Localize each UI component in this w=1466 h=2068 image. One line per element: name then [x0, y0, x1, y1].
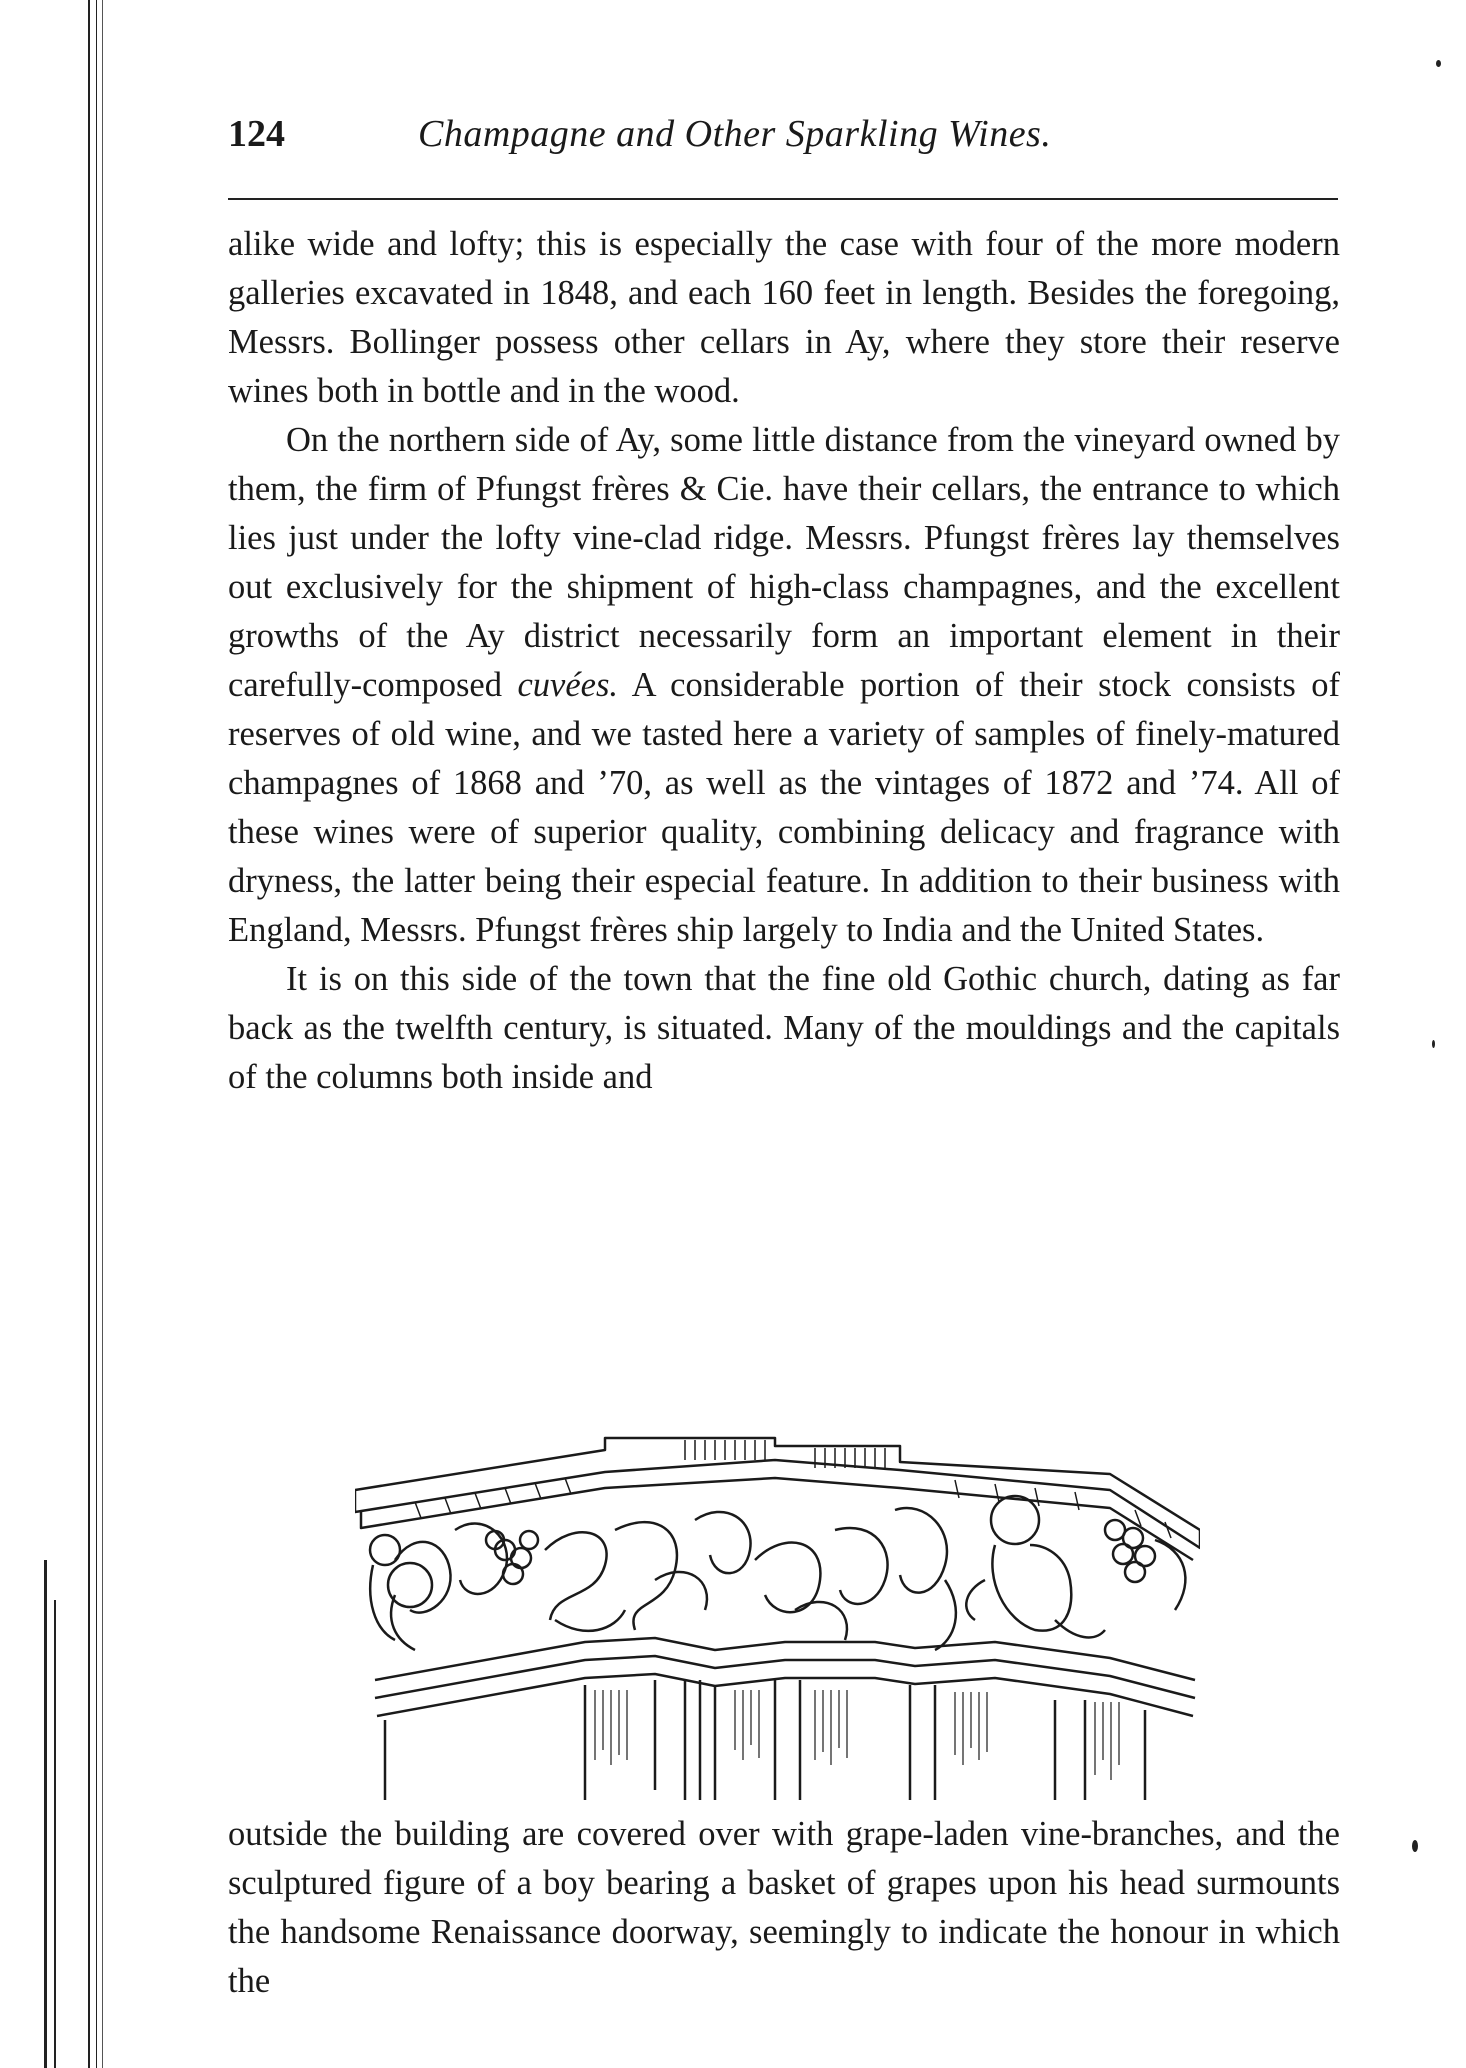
paragraph: It is on this side of the town that the fine old Gothic church, dating as far back as the twelfth century, is situated. Many of the mouldings and the capitals of the columns both inside and [228, 960, 1340, 1096]
body-text-top [228, 220, 1340, 1102]
body-text-bottom [228, 1810, 1340, 2006]
paragraph [228, 416, 1340, 955]
running-title: Champagne and Other Sparkling Wines. [418, 113, 1052, 155]
binding-line [88, 0, 90, 2068]
italic-term: cuvées. [517, 666, 619, 704]
page-header [228, 112, 1338, 172]
page-speck [1412, 1840, 1418, 1852]
page-speck [1436, 60, 1441, 67]
paragraph: outside the building are covered over with grape-laden vine-branches, and the sculptured figure of a boy bearing a basket of grapes upon his head surmounts the handsome Renaissance doorway, seemingly to indicate the honour in which the [228, 1815, 1340, 2000]
page-number: 124 [228, 113, 285, 155]
header-rule [228, 198, 1338, 200]
binding-line [44, 1560, 47, 2068]
gothic-capital-engraving-icon [355, 1380, 1200, 1800]
text-run: A considerable portion of their stock consists of reserves of old wine, and we tasted here a variety of samples of finely-matured champagnes of 1868 and ’70, as well as the vintages of 1872 and ’74. All of these wines were of superior quality, combining delicacy and fragrance with dryness, the latter being their especial feature. In addition to their business with England, Messrs. Pfungst frères ship largely to India and the United States. [228, 666, 1341, 949]
binding-line [54, 1600, 56, 2068]
paragraph: alike wide and lofty; this is especially the case with four of the more modern galleries excavated in 1848, and each 160 feet in length. Besides the foregoing, Messrs. Bollinger possess other cellars in Ay, where they store their reserve wines both in bottle and in the wood. [228, 225, 1340, 410]
binding-line [96, 0, 97, 2068]
page-speck [1432, 1040, 1435, 1048]
text-run: On the northern side of Ay, some little distance from the vineyard owned by them, the firm of Pfungst frères & Cie. have their cellars, the entrance to which lies just under the lofty vine-clad ridge. Messrs. Pfungst frères lay themselves out exclusively for the shipment of high-class champagnes, and the excellent growths of the Ay district necessarily form an important element in their carefully-composed [228, 421, 1340, 704]
binding-line [102, 0, 103, 2068]
